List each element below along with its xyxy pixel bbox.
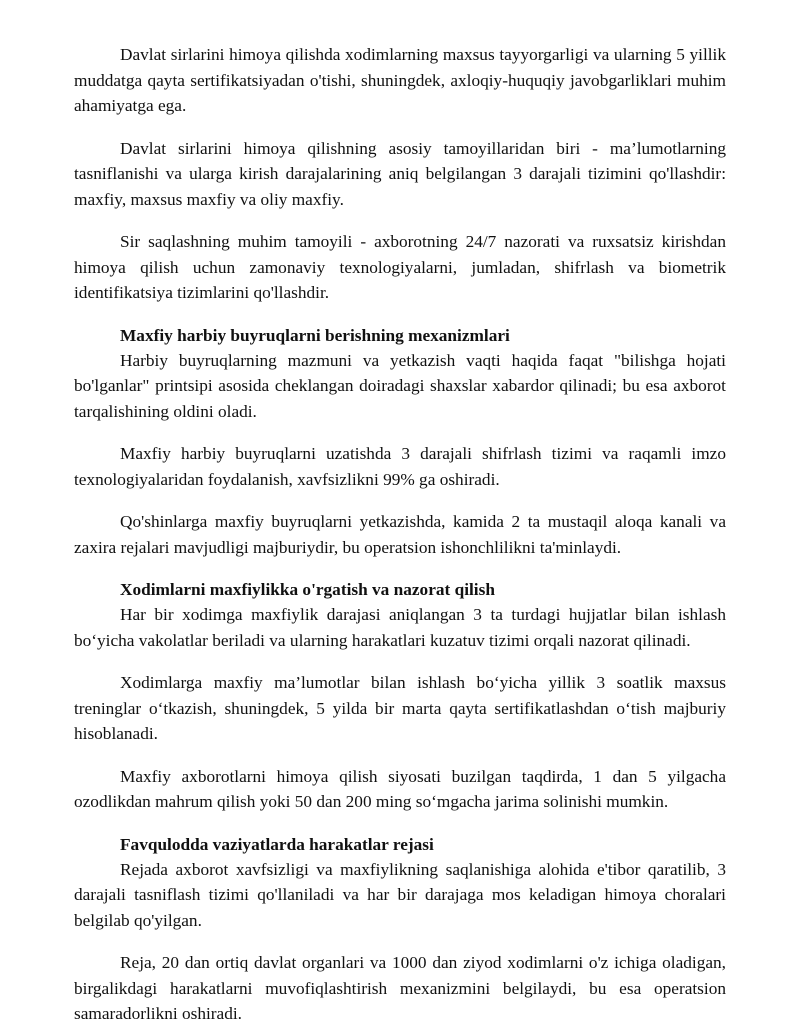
paragraph: Davlat sirlarini himoya qilishda xodimlarning maxsus tayyorgarligi va ularning 5 yillik muddatga qayta sertifikatsiyadan o'tishi, shuningdek, axloqiy-huquqiy javobgarliklari muhim ahamiyatga ega. (74, 45, 726, 115)
section-heading: Favqulodda vaziyatlarda harakatlar rejasi (120, 834, 434, 854)
paragraph: Qo'shinlarga maxfiy buyruqlarni yetkazishda, kamida 2 ta mustaqil aloqa kanali va zaxira rejalari mavjudligi majburiydir, bu operatsion ishonchlilikni ta'minlaydi. (74, 512, 726, 557)
section-heading: Xodimlarni maxfiylikka o'rgatish va nazorat qilish (120, 580, 495, 599)
paragraph: Reja, 20 dan ortiq davlat organlari va 1000 dan ziyod xodimlarni o'z ichiga oladigan, birgalikdagi harakatlarni muvofiqlashtirish mexanizmini belgilaydi, bu esa operatsion samaradorlikni oshiradi. (74, 953, 726, 1023)
paragraph: Sir saqlashning muhim tamoyili - axborotning 24/7 nazorati va ruxsatsiz kirishdan himoya qilish uchun zamonaviy texnologiyalarni, jumladan, shifrlash va biometrik identifikatsiya tizimlarini qo'llashdir. (74, 232, 726, 302)
section-heading: Maxfiy harbiy buyruqlarni berishning mexanizmlari (120, 325, 510, 345)
paragraph: Maxfiy axborotlarni himoya qilish siyosati buzilgan taqdirda, 1 dan 5 yilgacha ozodlikdan mahrum qilish yoki 50 dan 200 ming so‘mgacha jarima solinishi mumkin. (74, 766, 726, 811)
paragraph: Xodimlarga maxfiy ma’lumotlar bilan ishlash bo‘yicha yillik 3 soatlik maxsus treninglar o‘tkazish, shuningdek, 5 yilda bir marta qayta sertifikatlashdan o‘tish majburiy hisoblanadi. (74, 673, 726, 743)
paragraph: Davlat sirlarini himoya qilishning asosiy tamoyillaridan biri - ma’lumotlarning tasniflanishi va ularga kirish darajalarining aniq belgilangan 3 darajali tizimini qo'llashdir: maxfiy, maxsus maxfiy va oliy maxfiy. (74, 138, 726, 209)
paragraph: Rejada axborot xavfsizligi va maxfiylikning saqlanishiga alohida e'tibor qaratilib, 3 darajali tasniflash tizimi qo'llaniladi va har bir darajaga mos keladigan himoya choralari belgilab qo'yilgan. (74, 859, 726, 930)
paragraph: Maxfiy harbiy buyruqlarni uzatishda 3 darajali shifrlash tizimi va raqamli imzo texnologiyalaridan foydalanish, xavfsizlikni 99% ga oshiradi. (74, 444, 726, 489)
paragraph: Harbiy buyruqlarning mazmuni va yetkazish vaqti haqida faqat "bilishga hojati bo'lganlar" printsipi asosida cheklangan doiradagi shaxslar xabardor qilinadi; bu esa axborot tarqalishining oldini oladi. (74, 350, 726, 421)
paragraph: Har bir xodimga maxfiylik darajasi aniqlangan 3 ta turdagi hujjatlar bilan ishlash bo‘yicha vakolatlar beriladi va ularning harakatlari kuzatuv tizimi orqali nazorat qilinadi. (74, 605, 726, 650)
